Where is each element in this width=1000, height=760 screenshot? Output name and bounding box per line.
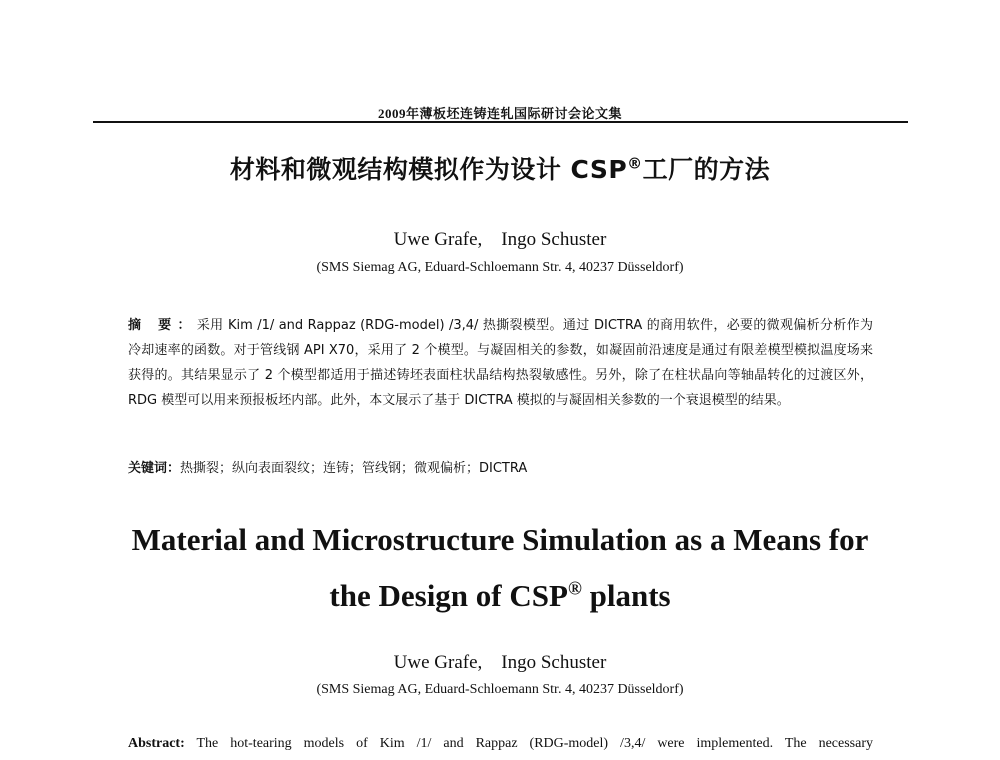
chinese-abstract [128, 313, 873, 413]
chinese-title-tail: 工厂的方法 [642, 155, 771, 184]
chinese-title [0, 150, 1000, 186]
english-title-line-2 [0, 568, 1000, 624]
english-title-registered-mark: ® [567, 578, 582, 600]
chinese-keywords-text: 热撕裂；纵向表面裂纹；连铸；管线钢；微观偏析；DICTRA [180, 461, 528, 476]
chinese-affiliation: (SMS Siemag AG, Eduard-Schloemann Str. 4, 40237 Düsseldorf) [316, 260, 684, 275]
chinese-abstract-label: 摘 要： [128, 318, 197, 333]
chinese-title-main: 材料和微观结构模拟作为设计 CSP [229, 155, 628, 184]
running-header: 2009年薄板坯连铸连轧国际研讨会论文集 [377, 106, 622, 121]
english-title [0, 512, 1000, 624]
english-affiliation: (SMS Siemag AG, Eduard-Schloemann Str. 4, 40237 Düsseldorf) [316, 682, 684, 697]
english-abstract-text: The hot-tearing models of Kim /1/ and Rappaz (RDG-model) /3,4/ were implemented. The necessary [184, 736, 873, 751]
chinese-keywords [128, 457, 873, 476]
chinese-authors: Uwe Grafe, Ingo Schuster [393, 229, 607, 250]
chinese-keywords-label: 关键词： [128, 461, 181, 476]
english-authors: Uwe Grafe, Ingo Schuster [393, 652, 607, 673]
chinese-title-registered-mark: ® [627, 154, 643, 173]
english-title-line-1: Material and Microstructure Simulation as a Means for [131, 522, 869, 557]
english-title-line-2-tail: plants [581, 578, 671, 613]
english-abstract-label: Abstract: [128, 736, 185, 751]
english-abstract [128, 736, 873, 752]
header-rule [93, 121, 908, 123]
english-title-line-2-main: the Design of CSP [329, 578, 568, 613]
chinese-abstract-text: 采用 Kim /1/ and Rappaz (RDG-model) /3,4/ 热撕裂模型。通过 DICTRA 的商用软件，必要的微观偏析分析作为冷却速率的函数。对于管线钢 API X70，采用了 2 个模型。与凝固相关的参数，如凝固前沿速度是通过有限差模型模拟温度场来获得的。其结果显示了 2 个模型都适用于描述铸坯表面柱状晶结构热裂敏感性。另外，除了在柱状晶向等轴晶转化的过渡区外，RDG 模型可以用来预报板坯内部。此外，本文展示了基于 DICTRA 模拟的与凝固相关参数的一个衰退模型的结果。 [128, 318, 873, 408]
